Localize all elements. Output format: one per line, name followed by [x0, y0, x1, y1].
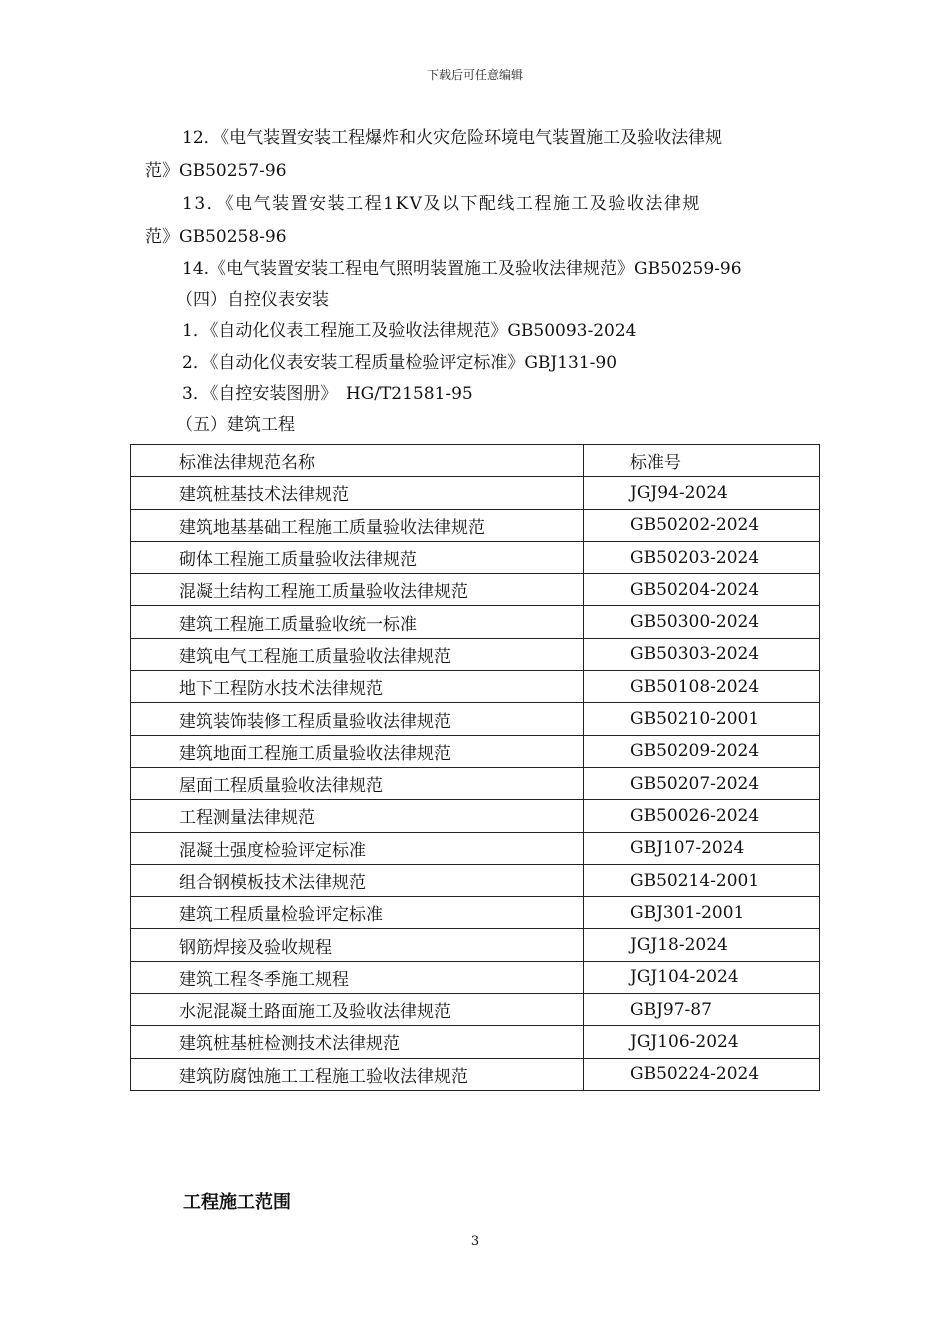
standard-name-cell: 工程测量法律规范: [131, 800, 584, 832]
table-row: [131, 897, 820, 929]
table-row: [131, 735, 820, 767]
standard-name-cell: 钢筋焊接及验收规程: [131, 929, 584, 961]
standard-name-cell: 水泥混凝土路面施工及验收法律规范: [131, 994, 584, 1026]
standard-code-cell: JGJ104-2024: [584, 961, 820, 993]
subsection-heading: （五）建筑工程: [176, 415, 295, 435]
standard-code-cell: GB50214-2001: [584, 864, 820, 896]
standard-code-cell: GB50300-2024: [584, 606, 820, 638]
table-row: [131, 832, 820, 864]
standard-code-cell: GB50202-2024: [584, 509, 820, 541]
text-line: 范》GB50257-96: [145, 161, 287, 181]
table-row: [131, 994, 820, 1026]
text-line: 12．《电气装置安装工程爆炸和火灾危险环境电气装置施工及验收法律规: [182, 128, 723, 148]
table-row: [131, 574, 820, 606]
table-row: [131, 541, 820, 573]
standard-code-cell: GBJ107-2024: [584, 832, 820, 864]
table-row: [131, 606, 820, 638]
table-row: [131, 703, 820, 735]
standard-name-cell: 建筑工程质量检验评定标准: [131, 897, 584, 929]
standard-code-cell: GB50210-2001: [584, 703, 820, 735]
page-header: 下载后可任意编辑: [426, 68, 523, 82]
standard-name-cell: 地下工程防水技术法律规范: [131, 671, 584, 703]
standard-code-cell: GB50026-2024: [584, 800, 820, 832]
standard-name-cell: 混凝土结构工程施工质量验收法律规范: [131, 574, 584, 606]
standard-code-cell: GB50203-2024: [584, 541, 820, 573]
standard-code-cell: GB50303-2024: [584, 638, 820, 670]
table-row: [131, 671, 820, 703]
table-row: [131, 767, 820, 799]
table-row: [131, 509, 820, 541]
page-number: 3: [470, 1234, 480, 1249]
standard-name-cell: 砌体工程施工质量验收法律规范: [131, 541, 584, 573]
text-line: 范》GB50258-96: [145, 227, 287, 247]
standard-code-cell: GB50204-2024: [584, 574, 820, 606]
standard-name-cell: 建筑桩基桩检测技术法律规范: [131, 1026, 584, 1058]
standard-code-cell: JGJ106-2024: [584, 1026, 820, 1058]
standard-code-cell: GBJ301-2001: [584, 897, 820, 929]
standard-name-cell: 建筑装饰装修工程质量验收法律规范: [131, 703, 584, 735]
standard-code-cell: GB50209-2024: [584, 735, 820, 767]
standards-table: [130, 444, 820, 1091]
text-line: 2．《自动化仪表安装工程质量检验评定标准》GBJ131-90: [182, 353, 618, 373]
header-cell-name: 标准法律规范名称: [131, 445, 584, 477]
text-line: 14.《电气装置安装工程电气照明装置施工及验收法律规范》GB50259-96: [182, 259, 742, 279]
standard-code-cell: GB50207-2024: [584, 767, 820, 799]
table-row: [131, 1058, 820, 1090]
table-row: [131, 1026, 820, 1058]
text-line: 3．《自控安装图册》 HG/T21581-95: [182, 384, 473, 404]
table-row: [131, 477, 820, 509]
standard-code-cell: GBJ97-87: [584, 994, 820, 1026]
table-row: [131, 800, 820, 832]
section-title: 工程施工范围: [183, 1192, 291, 1213]
standard-code-cell: JGJ94-2024: [584, 477, 820, 509]
table-row: [131, 929, 820, 961]
standard-name-cell: 建筑工程施工质量验收统一标准: [131, 606, 584, 638]
text-line: 13．《电气装置安装工程1KV及以下配线工程施工及验收法律规: [182, 194, 701, 214]
standard-name-cell: 建筑桩基技术法律规范: [131, 477, 584, 509]
table-row: [131, 864, 820, 896]
text-line: 1．《自动化仪表工程施工及验收法律规范》GB50093-2024: [182, 321, 637, 341]
subsection-heading: （四）自控仪表安装: [176, 290, 329, 310]
table-row: [131, 638, 820, 670]
table-header-row: [131, 445, 820, 477]
standard-name-cell: 建筑电气工程施工质量验收法律规范: [131, 638, 584, 670]
standard-code-cell: GB50224-2024: [584, 1058, 820, 1090]
standard-name-cell: 建筑工程冬季施工规程: [131, 961, 584, 993]
standard-name-cell: 混凝土强度检验评定标准: [131, 832, 584, 864]
standard-name-cell: 组合钢模板技术法律规范: [131, 864, 584, 896]
table-row: [131, 961, 820, 993]
standard-name-cell: 屋面工程质量验收法律规范: [131, 767, 584, 799]
header-cell-code: 标准号: [584, 445, 820, 477]
standard-name-cell: 建筑地基基础工程施工质量验收法律规范: [131, 509, 584, 541]
standard-code-cell: GB50108-2024: [584, 671, 820, 703]
standard-name-cell: 建筑地面工程施工质量验收法律规范: [131, 735, 584, 767]
standard-name-cell: 建筑防腐蚀施工工程施工验收法律规范: [131, 1058, 584, 1090]
standard-code-cell: JGJ18-2024: [584, 929, 820, 961]
